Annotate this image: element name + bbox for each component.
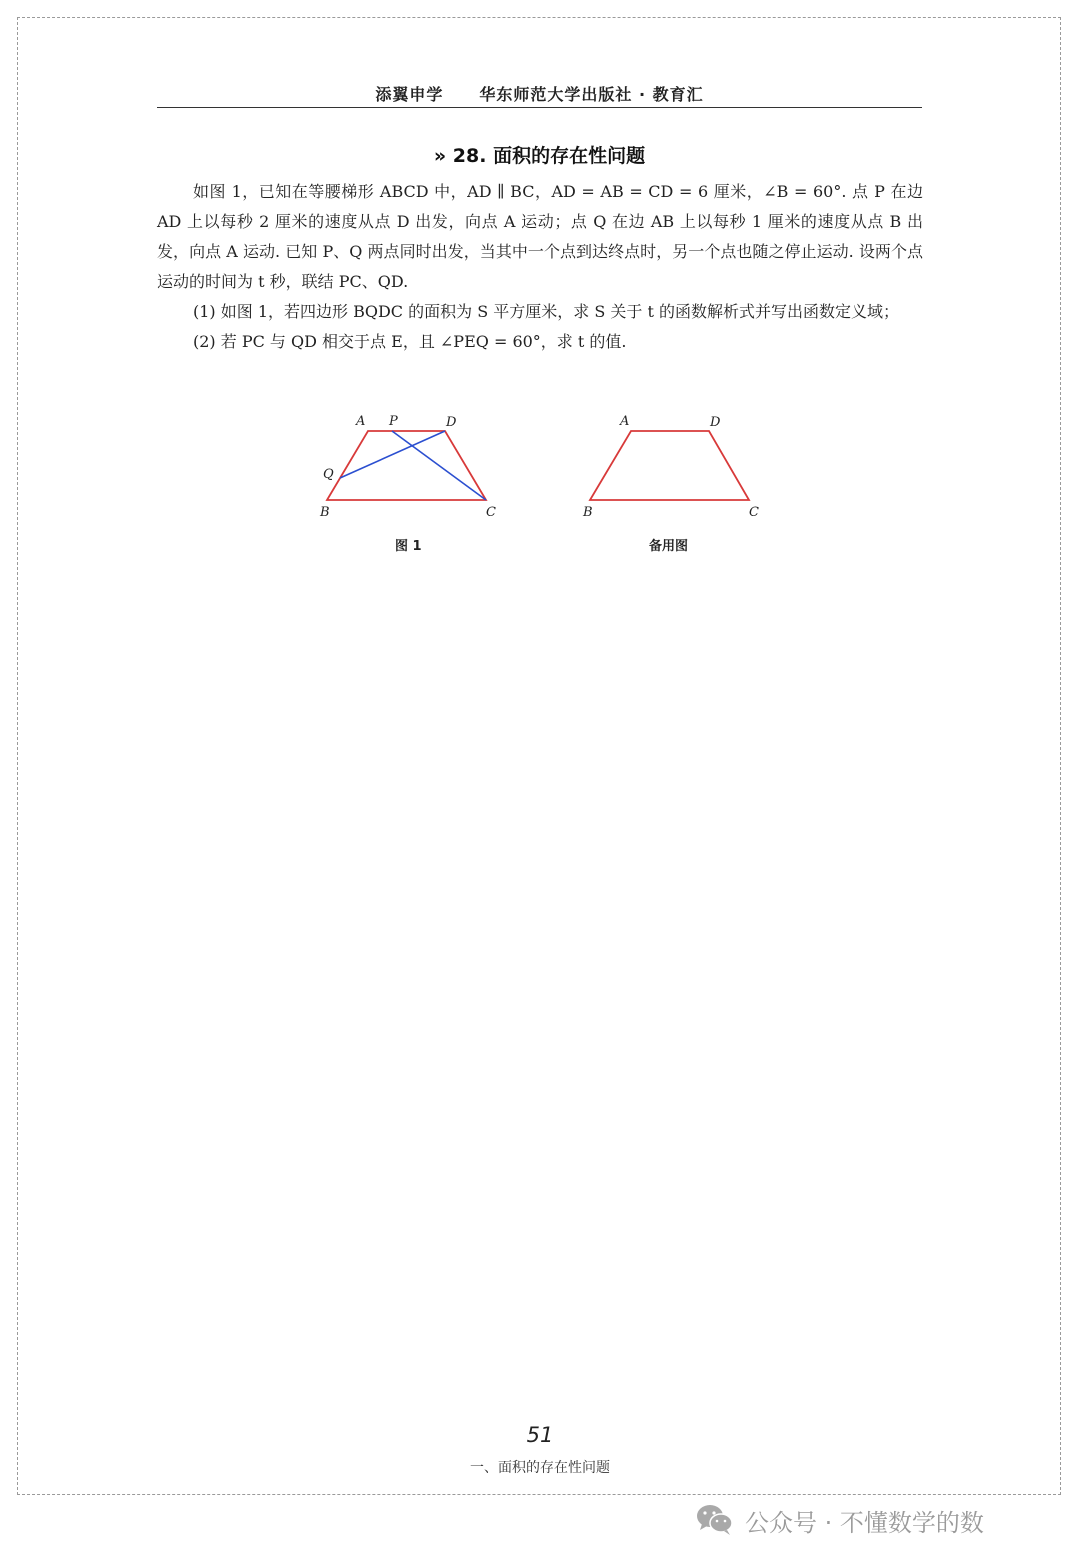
problem-statement: 如图 1，已知在等腰梯形 ABCD 中，AD ∥ BC，AD = AB = CD = 6 厘米，∠B = 60°. 点 P 在边 AD 上以每秒 2 厘米的速度从点 D 出发，向点 A 运动；点 Q 在边 AB 上以每秒 1 厘米的速度从点 B 出发，向点 A 运动. 已知 P、Q 两点同时出发，当其中一个点到达终点时，另一个点也随之停止运动. 设两个点运动的时间为 t 秒，联结 PC、QD. [157, 182, 923, 291]
fig1-segment-QD [340, 431, 445, 478]
fig1-label-C: C [486, 505, 496, 520]
running-header [157, 82, 922, 106]
problem-title: » 28. 面积的存在性问题 [433, 145, 646, 167]
fig1-label-A: A [356, 414, 366, 429]
fig1-label-D: D [446, 415, 457, 430]
header-left: 添翼申学 [375, 85, 444, 104]
fig1-label-P: P [389, 414, 398, 429]
question-1: (1) 如图 1，若四边形 BQDC 的面积为 S 平方厘米，求 S 关于 t 的函数解析式并写出函数定义域； [193, 302, 900, 321]
figure1-caption: 图 1 [395, 539, 422, 554]
wechat-icon [695, 1503, 735, 1537]
question-2: (2) 若 PC 与 QD 相交于点 E，且 ∠PEQ = 60°，求 t 的值. [193, 332, 627, 351]
fig1-label-B: B [320, 505, 330, 520]
header-rule [157, 107, 922, 108]
page-number: 51 [526, 1423, 554, 1447]
fig1-label-Q: Q [323, 467, 334, 482]
fig2-label-A: A [620, 414, 630, 429]
fig1-segment-PC [392, 431, 486, 500]
fig2-label-B: B [583, 505, 593, 520]
fig2-trapezoid [590, 431, 749, 500]
problem-body [157, 177, 923, 357]
figures-svg [300, 405, 780, 565]
figures [300, 405, 780, 565]
figure2-caption: 备用图 [649, 539, 689, 554]
watermark [695, 1500, 984, 1540]
fig2-label-C: C [749, 505, 759, 520]
footer-section-title: 一、面积的存在性问题 [470, 1460, 610, 1476]
watermark-text: 公众号 · 不懂数学的数 [745, 1508, 984, 1537]
header-right: 华东师范大学出版社 · 教育汇 [479, 85, 704, 104]
fig2-label-D: D [710, 415, 721, 430]
